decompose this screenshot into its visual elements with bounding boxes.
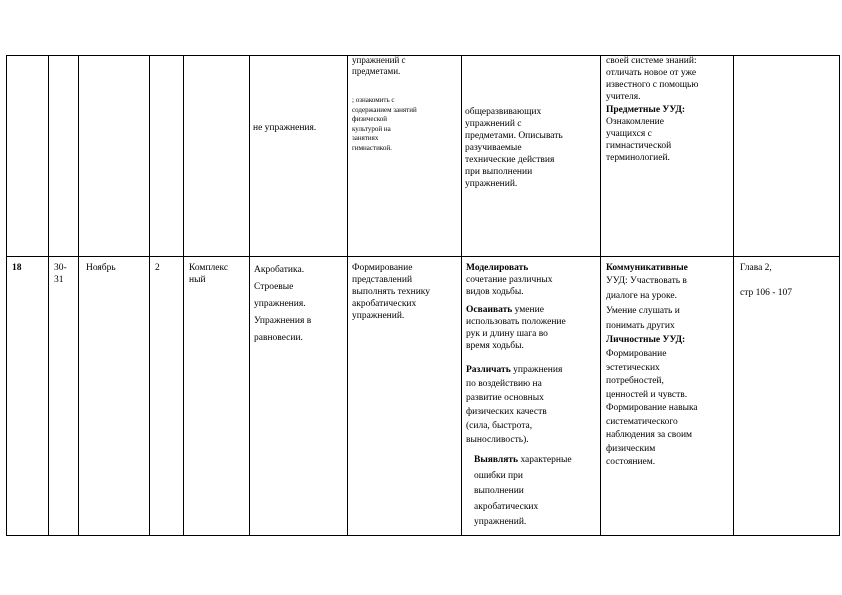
row-18-activity-4 [474, 453, 600, 531]
row-18-uud-communicative-heading: Коммуникативные [606, 263, 688, 273]
activity-verb: Моделировать [466, 263, 529, 273]
top-row-goal-note: ; ознакомить с содержанием занятий физической культурой на занятиях гимнастикой. [352, 96, 417, 152]
row-18-uud-communicative-body: УУД: Участвовать в диалоге на уроке. Умение слушать и понимать других [606, 276, 687, 331]
table-bottom-border [6, 535, 840, 536]
activity-verb: Выявлять [474, 455, 519, 465]
col-line [249, 55, 250, 536]
activity-text: умение использовать положение рук и длину шага во время ходьбы. [466, 305, 566, 351]
row-18-uud-personal-heading: Личностные УУД: [606, 335, 686, 345]
row-18-uud-personal-body: Формирование эстетических потребностей, ценностей и чувств. Формирование навыка систематического наблюдения за своим физическим состоянием. [606, 349, 698, 467]
top-row-activity-cell: общеразвивающих упражнений с предметами. Описывать разучиваемые технические действия при выполнении упражнений. [465, 107, 563, 189]
top-row-uud-body: Ознакомление учащихся с гимнастической терминологией. [606, 117, 672, 163]
top-row-uud-heading: Предметные УУД: [606, 105, 686, 115]
col-line [78, 55, 79, 536]
row-18-activity-1 [466, 262, 600, 298]
top-row-goal-cell: упражнений с предметами. [352, 55, 406, 76]
row-18-activity-3 [466, 363, 600, 447]
row-18-hours: 30- 31 [54, 263, 67, 285]
col-line [6, 55, 7, 536]
row-18-number: 18 [12, 263, 22, 273]
activity-verb: Осваивать [466, 305, 513, 315]
col-line [183, 55, 184, 536]
activity-verb: Различать [466, 365, 511, 375]
activity-text: сочетание различных видов ходьбы. [466, 275, 553, 297]
col-line [347, 55, 348, 536]
row-18-ref-pages: стр 106 - 107 [740, 288, 793, 298]
col-line [48, 55, 49, 536]
col-line [461, 55, 462, 536]
top-row-uud-text: своей системе знаний: отличать новое от уже известного с помощью учителя. [606, 56, 699, 102]
activity-text: упражнения по воздействию на развитие основных физических качеств (сила, быстрота, выносливость). [466, 365, 563, 445]
row-18-activity-2 [466, 304, 600, 352]
row-18-type: Комплекс ный [189, 263, 229, 285]
col-line [839, 55, 840, 536]
row-divider [6, 256, 840, 257]
row-18-topic: Акробатика. Строевые упражнения. Упражнения в равновесии. [254, 265, 312, 343]
top-row-topic-cell: не упражнения. [253, 123, 317, 133]
row-18-count: 2 [155, 263, 160, 273]
row-18-ref-chapter: Глава 2, [740, 263, 772, 273]
activity-text: характерные ошибки при выполнении акробатических упражнений. [474, 455, 572, 527]
row-18-month: Ноябрь [86, 263, 116, 273]
col-line [600, 55, 601, 536]
row-18-goal: Формирование представлений выполнять технику акробатических упражнений. [352, 263, 431, 321]
col-line [149, 55, 150, 536]
